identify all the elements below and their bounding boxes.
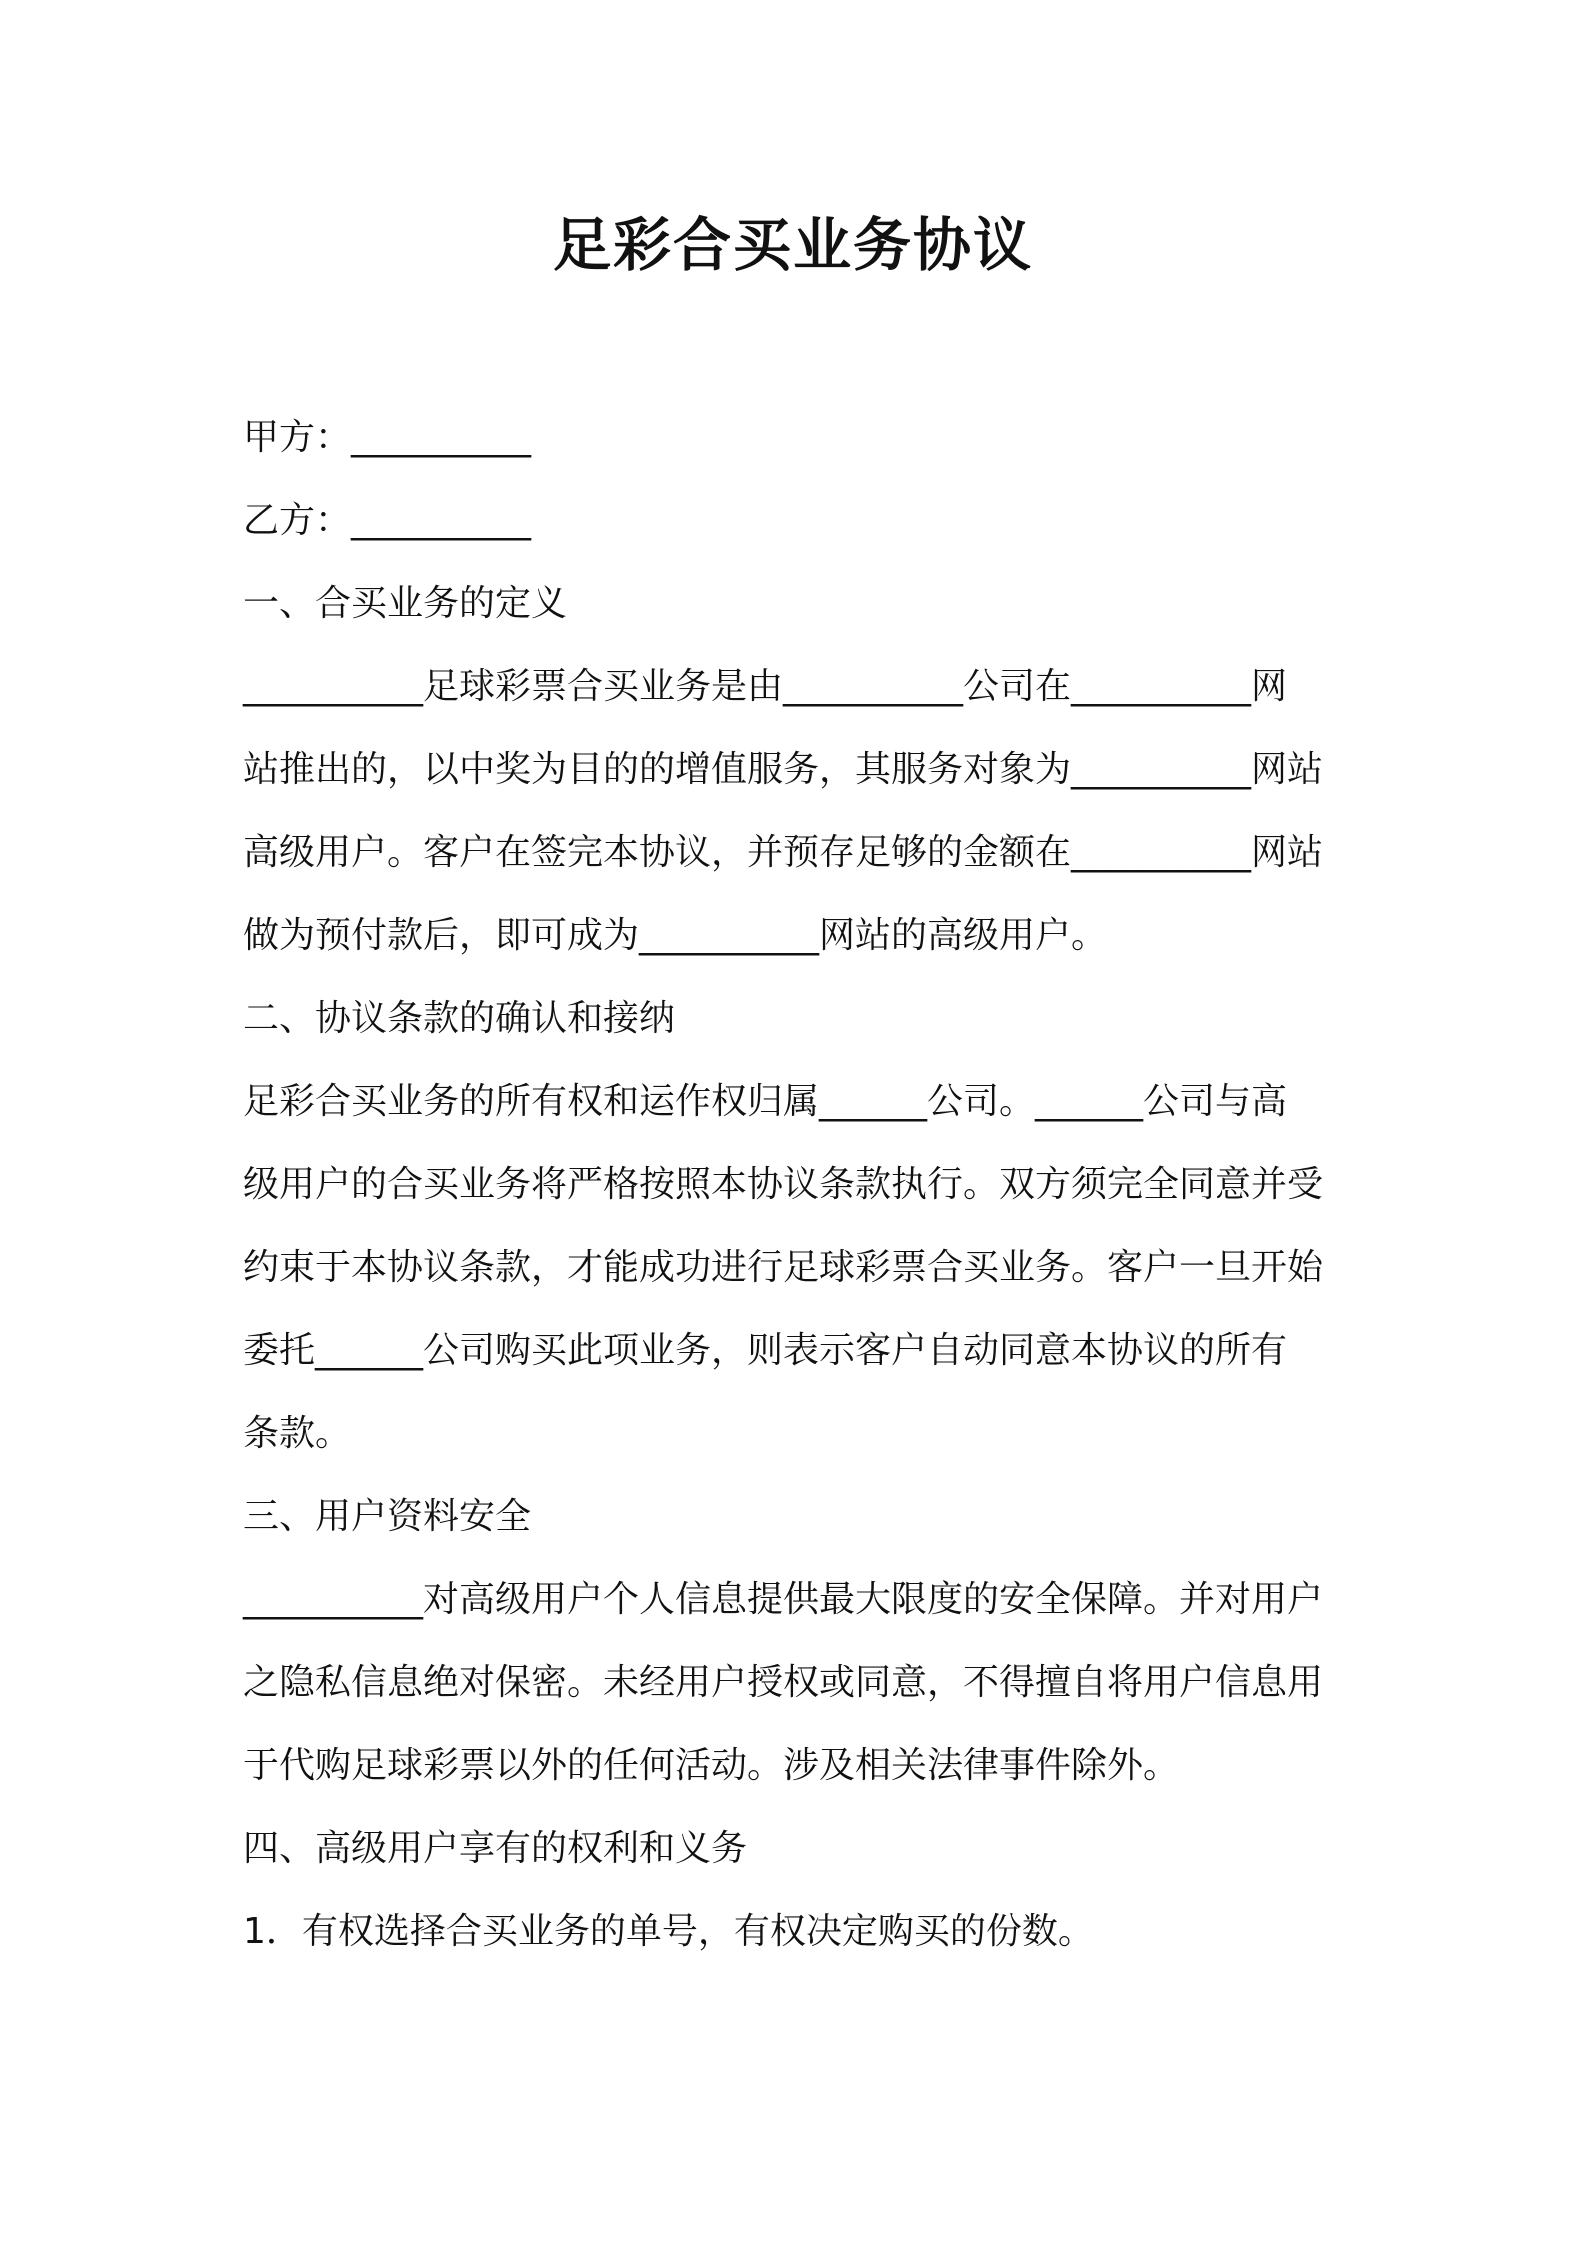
document-title: 足彩合买业务协议 xyxy=(552,211,1033,279)
section-4-item-1: 1．有权选择合买业务的单号，有权决定购买的份数。 xyxy=(243,1911,1094,1952)
section-1-heading: 一、合买业务的定义 xyxy=(243,583,568,624)
section-1-line-4: 做为预付款后，即可成为__________网站的高级用户。 xyxy=(243,915,1108,956)
section-2-line-5: 条款。 xyxy=(243,1413,352,1454)
section-1-line-2: 站推出的，以中奖为目的的增值服务，其服务对象为__________网站 xyxy=(243,749,1324,790)
section-2-line-3: 约束于本协议条款，才能成功进行足球彩票合买业务。客户一旦开始 xyxy=(243,1247,1324,1288)
section-3-line-1: __________对高级用户个人信息提供最大限度的安全保障。并对用户 xyxy=(243,1579,1324,1620)
section-3-heading: 三、用户资料安全 xyxy=(243,1496,532,1537)
section-1-line-3: 高级用户。客户在签完本协议，并预存足够的金额在__________网站 xyxy=(243,832,1324,873)
section-2-line-4: 委托______公司购买此项业务，则表示客户自动同意本协议的所有 xyxy=(243,1330,1288,1371)
section-3-line-2: 之隐私信息绝对保密。未经用户授权或同意，不得擅自将用户信息用 xyxy=(243,1662,1324,1703)
section-4-heading: 四、高级用户享有的权利和义务 xyxy=(243,1828,748,1869)
section-2-line-2: 级用户的合买业务将严格按照本协议条款执行。双方须完全同意并受 xyxy=(243,1164,1324,1205)
section-3-line-3: 于代购足球彩票以外的任何活动。涉及相关法律事件除外。 xyxy=(243,1745,1180,1786)
section-2-line-1: 足彩合买业务的所有权和运作权归属______公司。______公司与高 xyxy=(243,1081,1288,1122)
section-1-line-1: __________足球彩票合买业务是由__________公司在__________网 xyxy=(243,666,1288,707)
party-a-line: 甲方：__________ xyxy=(243,417,532,458)
party-b-line: 乙方：__________ xyxy=(243,500,532,541)
section-2-heading: 二、协议条款的确认和接纳 xyxy=(243,998,676,1039)
